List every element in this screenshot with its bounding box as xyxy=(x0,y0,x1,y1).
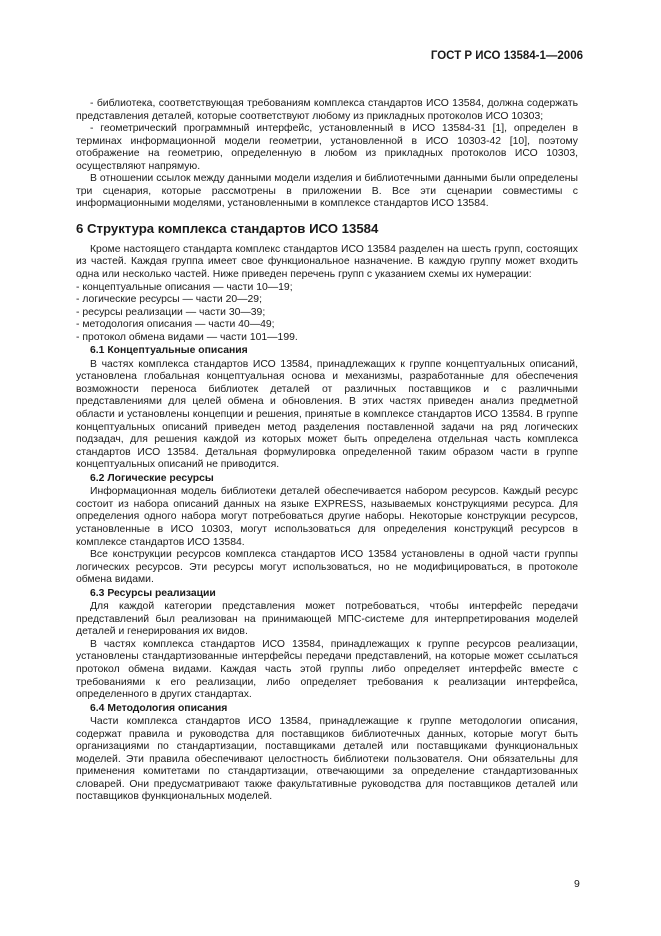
section-6-2-paragraph-2: Все конструкции ресурсов комплекса стандартов ИСО 13584 установлены в одной части группы логических ресурсов. Эти ресурсы могут использоваться, но не модифицироваться, в протоколе обмена видами. xyxy=(76,549,578,586)
list-item: - ресурсы реализации — части 30—39; xyxy=(76,306,266,318)
section-6-3-paragraph-1: Для каждой категории представления может потребоваться, чтобы интерфейс передачи представлений был реализован на принимающей МПС-системе для интерпретирования моделей деталей и генерирования их видов. xyxy=(76,601,578,638)
document-body xyxy=(76,98,578,804)
list-item: - концептуальные описания — части 10—19; xyxy=(76,281,293,293)
section-6-3-paragraph-2: В частях комплекса стандартов ИСО 13584, принадлежащих к группе ресурсов реализации, установлены стандартизованные интерфейсы передачи представлений, на которые может ссылаться протокол обмена видами. Каждая часть этой группы либо определяет интерфейс вместе с требованиями к его реализации, либо определяет требования к реализации интерфейса, определенного в других стандартах. xyxy=(76,638,578,701)
section-6-2-paragraph-1: Информационная модель библиотеки деталей обеспечивается набором ресурсов. Каждый ресурс состоит из набора описаний данных на языке EXPRESS, называемых конструкциями ресурса. Для определения одного набора могут потребоваться другие наборы. Некоторые конструкции ресурсов, установленные в ИСО 10303, могут использоваться для определения конструкций ресурсов в комплексе стандартов ИСО 13584. xyxy=(76,486,578,548)
section-6-1-title: 6.1 Концептуальные описания xyxy=(90,345,248,357)
group-list xyxy=(76,282,578,345)
list-item: - методология описания — части 40—49; xyxy=(76,319,275,331)
section-6-1-paragraph-1: В частях комплекса стандартов ИСО 13584, принадлежащих к группе концептуальных описаний, установлена глобальная концептуальная основа и механизмы, разработанные для обеспечения возможности переноса библиотек деталей от различных поставщиков и с различными представлениями для целей обмена и обновления. В этих частях приведен анализ предметной области и установлены концепции и решения, принятые в комплексе стандартов ИСО 13584. В группе концептуальных описаний приведен метод разделения поставленной задачи на ряд логических подзадач, для решения каждой из которых может быть определена отдельная часть комплекса стандартов ИСО 13584. Детальная формулировка определенной таким образом части в группе концептуальных описаний не приводится. xyxy=(76,358,578,471)
section-6-title: 6 Структура комплекса стандартов ИСО 13584 xyxy=(76,220,379,236)
section-6-paragraph-1: Кроме настоящего стандарта комплекс стандартов ИСО 13584 разделен на шесть групп, состоящих из частей. Каждая группа имеет свое функциональное назначение. В каждую группу может входить одна или несколько частей. Ниже приведен перечень групп с указанием схемы их нумерации: xyxy=(76,243,578,281)
section-6-4-title: 6.4 Методология описания xyxy=(90,702,228,714)
section-6-3-title: 6.3 Ресурсы реализации xyxy=(90,587,216,599)
intro-paragraph-2: - геометрический программный интерфейс, установленный в ИСО 13584-31 [1], определен в терминах информационной модели геометрии, установленной в ИСО 10303-42 [10], поэтому отображение на геометрию, определенную в любом из прикладных протоколов ИСО 10303, осуществляют напрямую. xyxy=(76,123,578,172)
section-6-2-title: 6.2 Логические ресурсы xyxy=(90,472,214,484)
intro-paragraph-1: - библиотека, соответствующая требованиям комплекса стандартов ИСО 13584, должна содержать представления деталей, которые соответствуют любому из прикладных протоколов ИСО 10303; xyxy=(76,98,578,122)
intro-paragraph-3: В отношении ссылок между данными модели изделия и библиотечными данными были определены три сценария, которые рассмотрены в приложении В. Все эти сценарии совместимы с информационными моделями, установленными в комплексе стандартов ИСО 13584. xyxy=(76,173,578,210)
page-number: 9 xyxy=(574,878,580,890)
list-item: - логические ресурсы — части 20—29; xyxy=(76,294,262,306)
document-header: ГОСТ Р ИСО 13584-1—2006 xyxy=(430,50,583,62)
list-item: - протокол обмена видами — части 101—199. xyxy=(76,331,298,343)
section-6-4-paragraph-1: Части комплекса стандартов ИСО 13584, принадлежащие к группе методологии описания, содержат правила и руководства для поставщиков библиотечных данных, которые могут быть организациями по стандартизации, поставщиками деталей или поставщиками функциональных моделей. Эти правила обеспечивают целостность библиотеки пользователя. Они обязательны для применения комитетами по стандартизации, отвечающими за определение стандартизованных словарей. Они предусматривают также факультативные руководства для поставщиков деталей или поставщиков функциональных моделей. xyxy=(76,716,578,803)
